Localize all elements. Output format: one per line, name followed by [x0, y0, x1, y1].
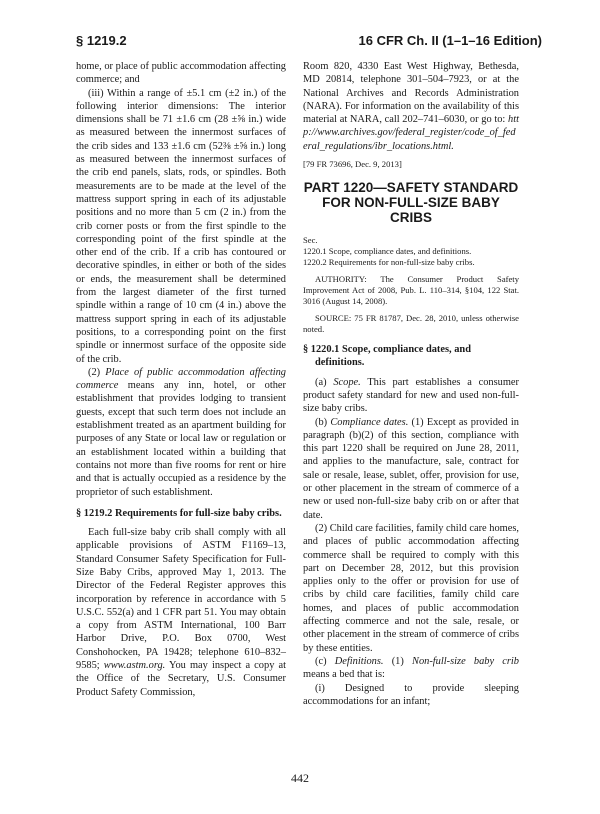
table-of-contents: [303, 235, 519, 268]
paragraph: [303, 376, 519, 416]
page-number: 442: [291, 771, 309, 785]
paragraph: [303, 60, 519, 153]
paragraph-number: (2): [88, 366, 101, 378]
toc-item: 1220.2 Requirements for non-full-size baby cribs.: [303, 257, 475, 268]
defined-term: Scope.: [333, 376, 361, 388]
toc-label: Sec.: [303, 235, 318, 246]
citation: [79 FR 73696, Dec. 9, 2013]: [303, 159, 402, 170]
running-head-title: 16 CFR Ch. II (1–1–16 Edition): [358, 33, 542, 48]
right-column: [303, 60, 519, 708]
defined-term: Definitions.: [334, 655, 384, 667]
paragraph-text: (1): [391, 655, 404, 667]
paragraph: [76, 526, 286, 699]
authority-note: AUTHORITY: The Consumer Product Safety Improvement Act of 2008, Pub. L. 110–314, §104, 122 Stat. 3016 (August 14, 2008).: [303, 274, 519, 307]
paragraph: (iii) Within a range of ±5.1 cm (±2 in.) of the following interior dimensions: The interior dimensions shall be 71 ±1.6 cm (28 ±⅝ in.) wide as measured between the innermost surfaces of the crib sides and 133 ±1.6 cm (52⅜ ±⅝ in.) long as measured between the innermost surfaces of the crib end panels, slats, rods, or spindles. Both measurements are to be made at the level of the mattress support spring in each of its adjustable positions and no more than 5 cm (2 in.) from the crib corner posts or from the first spindle to the corresponding point of the first spindle at the other end of the crib. If a crib has contoured or decorative spindles, in either or both of the sides or ends, the measurement shall be determined from the largest diameter of the first turned spindle within a range of 10 cm (4 in.) above the mattress support spring in each of its adjustable positions, to a corresponding point on the first spindle or innermost surface of the opposite side of the crib.: [76, 87, 286, 365]
paragraph-number: (b): [315, 416, 328, 428]
paragraph-text: You may inspect a copy at the Office of the Secretary, U.S. Consumer Product Safety Commission,: [76, 660, 286, 698]
paragraph-number: (a): [315, 376, 327, 388]
paragraph: (2) Child care facilities, family child care homes, and places of public accommodation affecting commerce shall be required to comply with this part on December 28, 2012, but this provision applies only to the offer or provision for use of cribs by child care facilities, family child care homes, and places of public accommodation affecting commerce and not the sale, resale, or other placement in the stream of commerce of cribs by these entities.: [303, 522, 519, 654]
url: http://www.archives.gov/federal_register/code_of_federal_regulations/ibr_locations.html.: [303, 114, 519, 152]
paragraph-text: Each full-size baby crib shall comply with all applicable provisions of ASTM F1169–13, Standard Consumer Safety Specification for Full-Size Baby Cribs, approved May 1, 2013. The Director of the Federal Register approves this incorporation by reference in accordance with 5 U.S.C. 552(a) and 1 CFR part 51. You may obtain a copy from ASTM International, 100 Barr Harbor Drive, P.O. Box 0700, West Conshohocken, PA 19428; telephone 610–832–9585;: [76, 527, 286, 672]
paragraph: [303, 416, 519, 522]
source-note: SOURCE: 75 FR 81787, Dec. 28, 2010, unless otherwise noted.: [303, 313, 519, 335]
left-column: [76, 60, 286, 699]
defined-term: Non-full-size baby crib: [412, 655, 519, 667]
paragraph-text: (1) Except as provided in paragraph (b)(2) of this section, compliance with this part 1220 shall be required on June 28, 2011, and applies to the manufacture, sale, contract for sale or resale, lease, sublet, offer, provision for use, or other placement in the stream of commerce of a new or used non-full-size baby crib on or after that date.: [303, 416, 519, 521]
part-title: PART 1220—SAFETY STANDARD FOR NON-FULL-SIZE BABY CRIBS: [303, 180, 519, 226]
section-heading: § 1219.2 Requirements for full-size baby cribs.: [76, 507, 282, 519]
paragraph: (i) Designed to provide sleeping accommodations for an infant;: [303, 682, 519, 707]
running-head-section: § 1219.2: [76, 33, 127, 48]
paragraph-text: Room 820, 4330 East West Highway, Bethesda, MD 20814, telephone 301–504–7923, or at the National Archives and Records Administration (NARA). For information on the availability of this material at NARA, call 202–741–6030, or go to:: [303, 61, 519, 126]
paragraph-text: This part establishes a consumer product safety standard for new and used non-full-size baby cribs.: [303, 376, 519, 415]
defined-term: Place of public accommodation affecting commerce: [76, 366, 286, 392]
paragraph: [76, 366, 286, 499]
defined-term: Compliance dates.: [330, 416, 409, 428]
paragraph: home, or place of public accommodation affecting commerce; and: [76, 61, 286, 86]
paragraph: [303, 655, 519, 682]
url: www.astm.org.: [103, 660, 166, 672]
paragraph-number: (c): [315, 655, 327, 667]
toc-item: 1220.1 Scope, compliance dates, and definitions.: [303, 246, 472, 257]
section-heading: § 1220.1 Scope, compliance dates, and definitions.: [303, 344, 471, 369]
paragraph-text: means a bed that is:: [303, 669, 385, 681]
paragraph-text: means any inn, hotel, or other establishment that provides lodging to transient guests, except that such term does not include an establishment treated as an apartment building for purposes of any State or local law or regulation or an establishment located within a building that contains not more than five rooms for rent or hire and that is actually occupied as a residence by the proprietor of such establishment.: [76, 380, 286, 498]
